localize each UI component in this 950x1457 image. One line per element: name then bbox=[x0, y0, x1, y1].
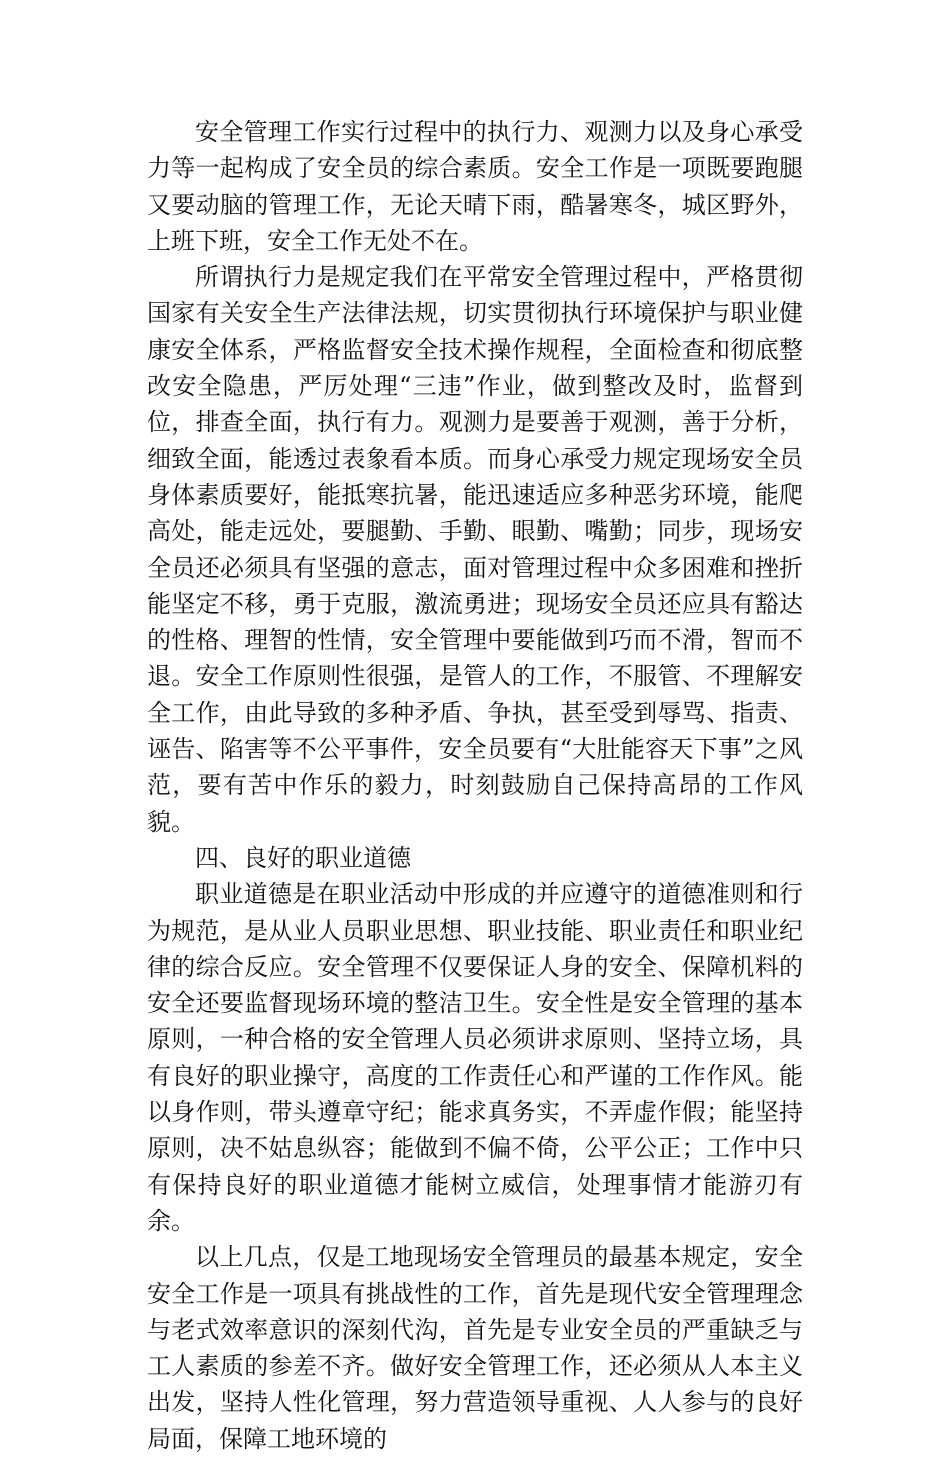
paragraph-execution: 所谓执行力是规定我们在平常安全管理过程中，严格贯彻国家有关安全生产法律法规，切实贯彻执行环境保护与职业健康安全体系，严格监督安全技术操作规程，全面检查和彻底整改安全隐患，严厉处理“三违”作业，做到整改及时，监督到位，排查全面，执行有力。观测力是要善于观测，善于分析，细致全面，能透过表象看本质。而身心承受力规定现场安全员身体素质要好，能抵寒抗暑，能迅速适应多种恶劣环境，能爬高处，能走远处，要腿勤、手勤、眼勤、嘴勤；同步，现场安全员还必须具有坚强的意志，面对管理过程中众多困难和挫折能坚定不移，勇于克服，激流勇进；现场安全员还应具有豁达的性格、理智的性情，安全管理中要能做到巧而不滑，智而不退。安全工作原则性很强，是管人的工作，不服管、不理解安全工作，由此导致的多种矛盾、争执，甚至受到辱骂、指责、诬告、陷害等不公平事件，安全员要有“大肚能容天下事”之风范，要有苦中作乐的毅力，时刻鼓励自己保持高昂的工作风貌。 bbox=[147, 263, 803, 836]
paragraph-qualities: 安全管理工作实行过程中的执行力、观测力以及身心承受力等一起构成了安全员的综合素质。安全工作是一项既要跑腿又要动脑的管理工作，无论天晴下雨，酷暑寒冬，城区野外，上班下班，安全工作无处不在。 bbox=[147, 118, 803, 255]
paragraph-conclusion: 以上几点，仅是工地现场安全管理员的最基本规定，安全安全工作是一项具有挑战性的工作，首先是现代安全管理理念与老式效率意识的深刻代沟，首先是专业安全员的严重缺乏与工人素质的参差不齐。做好安全管理工作，还必须从人本主义出发，坚持人性化管理，努力营造领导重视、人人参与的良好局面，保障工地环境的 bbox=[147, 1243, 803, 1453]
document-body bbox=[147, 114, 803, 1457]
section-heading-ethics: 四、良好的职业道德 bbox=[195, 843, 411, 872]
paragraph-ethics: 职业道德是在职业活动中形成的并应遵守的道德准则和行为规范，是从业人员职业思想、职业技能、职业责任和职业纪律的综合反应。安全管理不仅要保证人身的安全、保障机料的安全还要监督现场环境的整洁卫生。安全性是安全管理的基本原则，一种合格的安全管理人员必须讲求原则、坚持立场，具有良好的职业操守，高度的工作责任心和严谨的工作作风。能以身作则，带头遵章守纪；能求真务实，不弄虚作假；能坚持原则，决不姑息纵容；能做到不偏不倚，公平公正；工作中只有保持良好的职业道德才能树立威信，处理事情才能游刃有余。 bbox=[147, 880, 803, 1235]
